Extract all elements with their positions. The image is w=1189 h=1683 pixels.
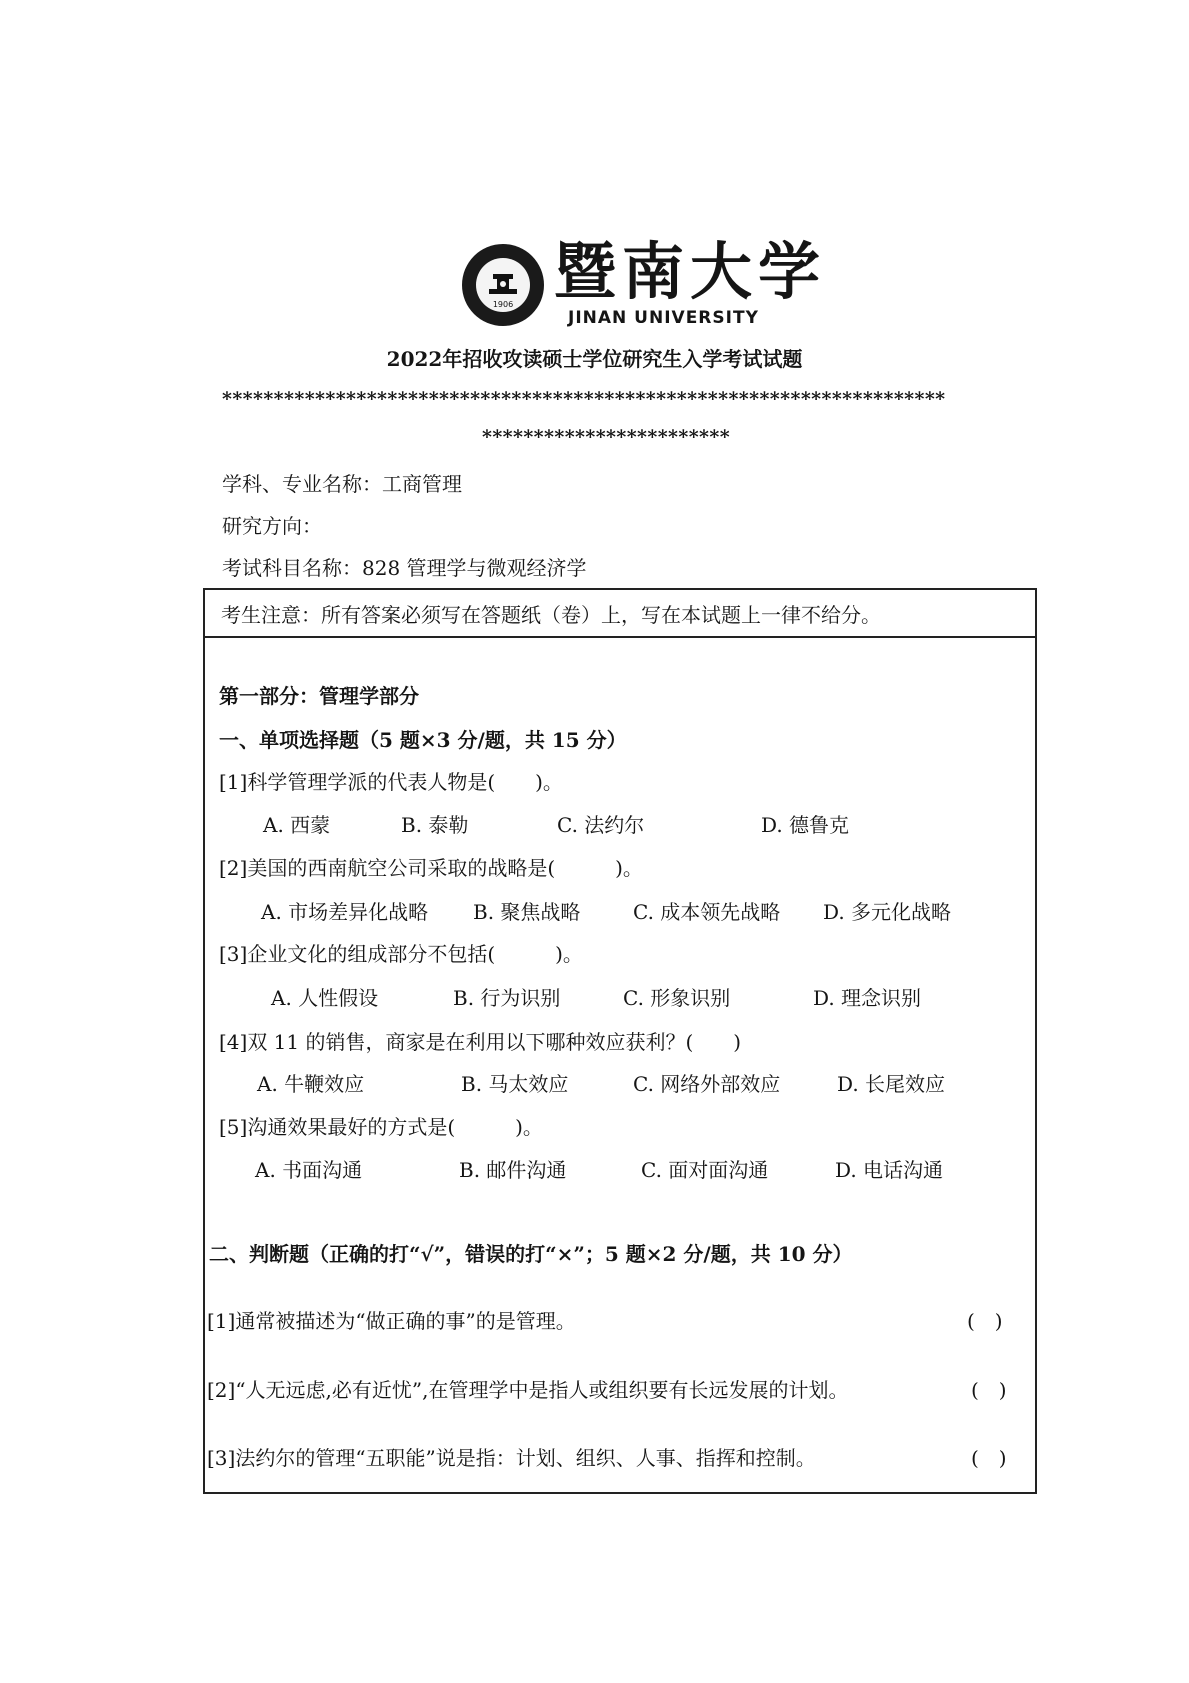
q3-option-a: A. 人性假设 bbox=[271, 986, 379, 1010]
exam-box bbox=[203, 588, 1037, 1494]
q5-option-d: D. 电话沟通 bbox=[835, 1158, 944, 1182]
judgment-3: [3]法约尔的管理“五职能”说是指：计划、组织、人事、指挥和控制。 bbox=[207, 1446, 816, 1470]
university-seal-icon bbox=[462, 244, 544, 326]
university-logo bbox=[462, 235, 827, 333]
q1-option-a: A. 西蒙 bbox=[263, 813, 331, 837]
q2-option-d: D. 多元化战略 bbox=[823, 900, 952, 924]
q4-option-a: A. 牛鞭效应 bbox=[257, 1072, 365, 1096]
exam-notice: 考生注意：所有答案必须写在答题纸（卷）上，写在本试题上一律不给分。 bbox=[221, 603, 881, 627]
question-1: [1]科学管理学派的代表人物是( )。 bbox=[219, 770, 563, 794]
q4-option-d: D. 长尾效应 bbox=[837, 1072, 946, 1096]
question-5: [5]沟通效果最好的方式是( )。 bbox=[219, 1115, 543, 1139]
q5-option-a: A. 书面沟通 bbox=[255, 1158, 363, 1182]
seal-year: 1906 bbox=[492, 300, 514, 309]
course-line: 考试科目名称：828 管理学与微观经济学 bbox=[222, 556, 587, 580]
section1-title: 一、单项选择题（5 题×3 分/题，共 15 分） bbox=[219, 728, 627, 752]
judgment-3-answer-mark: ( ) bbox=[971, 1446, 1007, 1470]
q1-option-b: B. 泰勒 bbox=[401, 813, 469, 837]
judgment-2-answer-mark: ( ) bbox=[971, 1378, 1007, 1402]
q4-option-b: B. 马太效应 bbox=[461, 1072, 569, 1096]
q2-option-b: B. 聚焦战略 bbox=[473, 900, 581, 924]
subject-line: 学科、专业名称：工商管理 bbox=[222, 472, 462, 496]
direction-line: 研究方向： bbox=[222, 514, 322, 538]
q5-option-c: C. 面对面沟通 bbox=[641, 1158, 769, 1182]
notice-row bbox=[205, 590, 1035, 638]
judgment-2: [2]“人无远虑,必有近忧”,在管理学中是指人或组织要有长远发展的计划。 bbox=[207, 1378, 849, 1402]
stars-divider-2: ************************ bbox=[482, 426, 731, 448]
part1-title: 第一部分：管理学部分 bbox=[219, 684, 419, 708]
question-3: [3]企业文化的组成部分不包括( )。 bbox=[219, 942, 583, 966]
question-2: [2]美国的西南航空公司采取的战略是( )。 bbox=[219, 856, 643, 880]
university-name-en: JINAN UNIVERSITY bbox=[568, 308, 759, 328]
q5-option-b: B. 邮件沟通 bbox=[459, 1158, 567, 1182]
q2-option-a: A. 市场差异化战略 bbox=[261, 900, 429, 924]
q1-option-d: D. 德鲁克 bbox=[761, 813, 850, 837]
q3-option-b: B. 行为识别 bbox=[453, 986, 561, 1010]
q3-option-c: C. 形象识别 bbox=[623, 986, 731, 1010]
q2-option-c: C. 成本领先战略 bbox=[633, 900, 781, 924]
q1-option-c: C. 法约尔 bbox=[557, 813, 645, 837]
exam-title: 2022年招收攻读硕士学位研究生入学考试试题 bbox=[386, 347, 803, 371]
q3-option-d: D. 理念识别 bbox=[813, 986, 922, 1010]
section2-title: 二、判断题（正确的打“√”，错误的打“×”；5 题×2 分/题，共 10 分） bbox=[209, 1242, 853, 1266]
question-4: [4]双 11 的销售，商家是在利用以下哪种效应获利？( ) bbox=[219, 1030, 742, 1054]
stars-divider-1: ********************************************************************** bbox=[222, 388, 946, 410]
university-name-cn: 暨南大学 bbox=[554, 235, 827, 308]
seal-emblem-icon bbox=[484, 268, 522, 302]
judgment-1-answer-mark: ( ) bbox=[967, 1309, 1003, 1333]
judgment-1: [1]通常被描述为“做正确的事”的是管理。 bbox=[207, 1309, 576, 1333]
q4-option-c: C. 网络外部效应 bbox=[633, 1072, 781, 1096]
